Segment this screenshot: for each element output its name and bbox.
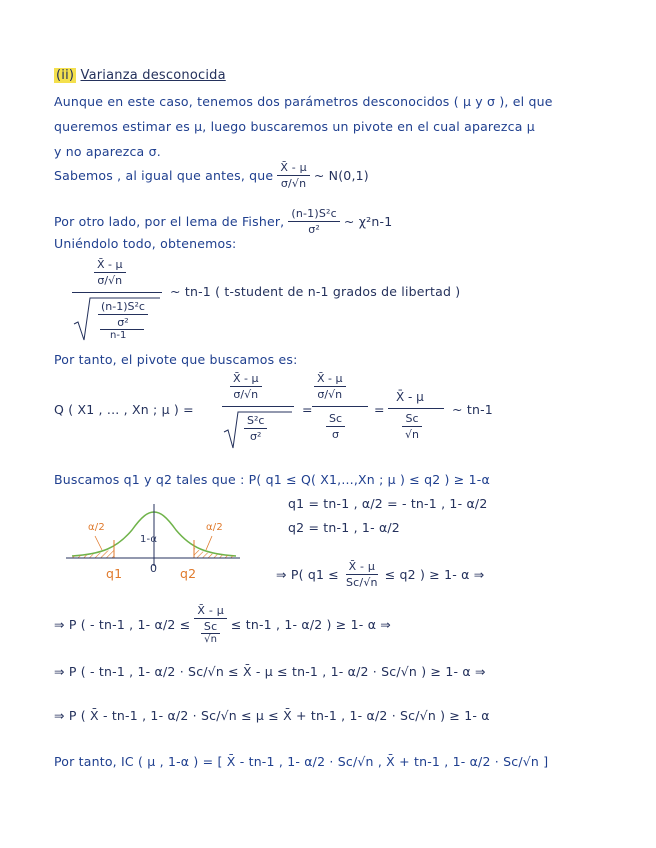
graph-zero-label: 0 — [150, 562, 158, 575]
t1-numden: σ/√n — [97, 274, 123, 287]
t-statistic-block — [72, 258, 162, 342]
pivot-f2num: X̄ - μ — [314, 372, 346, 387]
pivot-f3-bottom — [402, 412, 422, 441]
imp2-num: X̄ - μ — [194, 604, 227, 619]
pivot-f3denden: √n — [405, 428, 419, 441]
portanto-line: Por tanto, el pivote que buscamos es: — [54, 352, 298, 367]
imp2-den: Sc — [201, 619, 220, 634]
pivot-f2denden: σ — [332, 428, 339, 441]
sabemos-line — [54, 161, 369, 190]
imp2-denden: √n — [204, 634, 218, 645]
implication-2 — [54, 604, 391, 645]
pivot-f2-bar — [312, 406, 368, 407]
pivot-fraction-2 — [312, 372, 368, 444]
graph-q2-label: q2 — [180, 566, 197, 581]
paragraph-line-2: queremos estimar es μ, luego buscaremos un pivote en el cual aparezca μ — [54, 119, 535, 134]
q2-equation: q2 = tn-1 , 1- α/2 — [288, 520, 400, 535]
t1-root-fraction — [98, 300, 148, 329]
t1-rden: σ² — [117, 316, 129, 329]
pivot-f2-bottom — [326, 412, 345, 441]
pivot-f3den: Sc — [402, 412, 421, 427]
imp1-lhs: ⇒ P( q1 ≤ — [276, 567, 339, 582]
pivot-f1den: S²c — [244, 414, 267, 429]
sabemos-rhs: ~ N(0,1) — [313, 168, 369, 183]
pivot-rhs: ~ tn-1 — [452, 402, 493, 417]
graph-left-tail-label: α/2 — [88, 522, 105, 533]
fisher-fraction — [288, 207, 340, 236]
uniendo-line: Uniéndolo todo, obtenemos: — [54, 236, 237, 251]
graph-q1-label: q1 — [106, 566, 123, 581]
pivot-f2numden: σ/√n — [317, 388, 343, 401]
pivot-f3num: X̄ - μ — [396, 390, 424, 404]
sabemos-num: X̄ - μ — [277, 161, 310, 176]
fisher-num: (n-1)S²c — [288, 207, 340, 222]
imp1-rhs: ≤ q2 ) ≥ 1- α ⇒ — [384, 567, 485, 582]
imp1-fraction — [343, 560, 381, 589]
pivot-f1-bottom — [244, 414, 267, 443]
section-heading — [54, 68, 226, 83]
pivot-fraction-3 — [388, 390, 444, 446]
pivot-f1-bar — [222, 406, 294, 407]
fisher-text: Por otro lado, por el lema de Fisher, — [54, 214, 285, 229]
pivot-eq-1: = — [302, 402, 313, 417]
t1-rbot: n-1 — [110, 330, 127, 341]
heading-title: Varianza desconocida — [80, 68, 226, 83]
pivot-fraction-1 — [222, 372, 294, 452]
final-interval: Por tanto, IC ( μ , 1-α ) = [ X̄ - tn-1 , 1- α/2 · Sc/√n , X̄ + tn-1 , 1- α/2 · Sc/√n ] — [54, 754, 549, 769]
pivot-f3-bar — [388, 408, 444, 409]
pivot-f1num: X̄ - μ — [230, 372, 262, 387]
buscamos-line: Buscamos q1 y q2 tales que : P( q1 ≤ Q( X1,...,Xn ; μ ) ≤ q2 ) ≥ 1-α — [54, 472, 490, 487]
fisher-den: σ² — [308, 223, 321, 236]
fisher-line — [54, 207, 392, 236]
graph-center-label: 1-α — [140, 534, 158, 545]
fisher-rhs: ~ χ²n-1 — [343, 214, 393, 229]
q1-equation: q1 = tn-1 , α/2 = - tn-1 , 1- α/2 — [288, 496, 488, 511]
pivot-f2den: Sc — [326, 412, 345, 427]
t1-main-bar — [72, 292, 162, 293]
graph-right-tail-label: α/2 — [206, 522, 223, 533]
sabemos-text: Sabemos , al igual que antes, que — [54, 168, 274, 183]
paragraph-line-3: y no aparezca σ. — [54, 144, 161, 159]
pivot-f1numden: σ/√n — [233, 388, 259, 401]
paragraph-line-1: Aunque en este caso, tenemos dos parámetros desconocidos ( μ y σ ), el que — [54, 94, 553, 109]
t1-num: X̄ - μ — [94, 258, 126, 273]
imp2-fraction — [194, 604, 227, 645]
imp1-den: Sc/√n — [345, 576, 378, 589]
heading-label: (ii) — [56, 68, 75, 83]
implication-4: ⇒ P ( X̄ - tn-1 , 1- α/2 · Sc/√n ≤ μ ≤ X̄ + tn-1 , 1- α/2 · Sc/√n ) ≥ 1- α — [54, 708, 490, 723]
pivot-f1denden: σ² — [250, 430, 262, 443]
t1-top-fraction — [94, 258, 126, 287]
sabemos-fraction — [277, 161, 310, 190]
implication-3: ⇒ P ( - tn-1 , 1- α/2 · Sc/√n ≤ X̄ - μ ≤ tn-1 , 1- α/2 · Sc/√n ) ≥ 1- α ⇒ — [54, 664, 486, 679]
pivot-f2-top — [314, 372, 346, 401]
pivot-eq-2: = — [374, 402, 385, 417]
implication-1 — [276, 560, 484, 589]
imp2-rhs: ≤ tn-1 , 1- α/2 ) ≥ 1- α ⇒ — [230, 617, 391, 632]
pivot-lhs: Q ( X1 , ... , Xn ; μ ) = — [54, 402, 194, 417]
t1-rhs: ~ tn-1 ( t-student de n-1 grados de libertad ) — [170, 284, 461, 299]
sabemos-den: σ/√n — [280, 177, 307, 190]
imp2-lhs: ⇒ P ( - tn-1 , 1- α/2 ≤ — [54, 617, 191, 632]
pivot-f1-top — [230, 372, 262, 401]
imp1-num: X̄ - μ — [346, 560, 379, 575]
t1-rnum: (n-1)S²c — [98, 300, 148, 315]
